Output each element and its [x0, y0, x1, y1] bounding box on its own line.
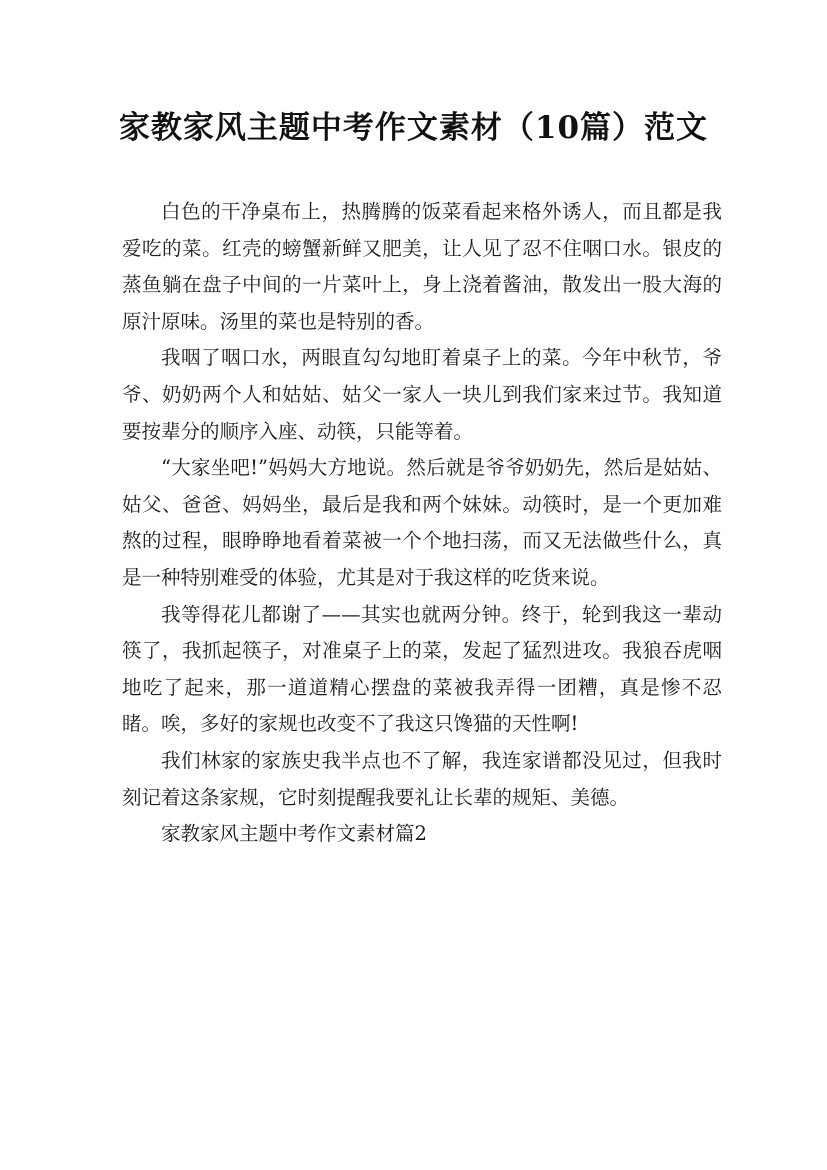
- paragraph-4: 我等得花儿都谢了——其实也就两分钟。终于，轮到我这一辈动筷了，我抓起筷子，对准桌子上的菜，发起了猛烈进攻。我狼吞虎咽地吃了起来，那一道道精心摆盘的菜被我弄得一团糟，真是惨不忍睹。唉，多好的家规也改变不了我这只馋猫的天性啊!: [122, 602, 722, 736]
- section-heading-2: 家教家风主题中考作文素材篇2: [161, 822, 427, 846]
- paragraph-3: “大家坐吧!”妈妈大方地说。然后就是爷爷奶奶先，然后是姑姑、姑父、爸爸、妈妈坐，最后是我和两个妹妹。动筷时，是一个更加难熬的过程，眼睁睁地看着菜被一个个地扫荡，而又无法做些什么，真是一种特别难受的体验，尤其是对于我这样的吃货来说。: [122, 456, 722, 589]
- document-body: [122, 194, 722, 853]
- paragraph-1: 白色的干净桌布上，热腾腾的饭菜看起来格外诱人，而且都是我爱吃的菜。红壳的螃蟹新鲜又肥美，让人见了忍不住咽口水。银皮的蒸鱼躺在盘子中间的一片菜叶上，身上浇着酱油，散发出一股大海的原汁原味。汤里的菜也是特别的香。: [122, 200, 722, 333]
- document-title: 家教家风主题中考作文素材（10篇）范文: [118, 110, 709, 146]
- paragraph-5: 我们林家的家族史我半点也不了解，我连家谱都没见过，但我时刻记着这条家规，它时刻提醒我要礼让长辈的规矩、美德。: [122, 748, 722, 809]
- paragraph-2: 我咽了咽口水，两眼直勾勾地盯着桌子上的菜。今年中秋节，爷爷、奶奶两个人和姑姑、姑父一家人一块儿到我们家来过节。我知道要按辈分的顺序入座、动筷，只能等着。: [122, 346, 722, 443]
